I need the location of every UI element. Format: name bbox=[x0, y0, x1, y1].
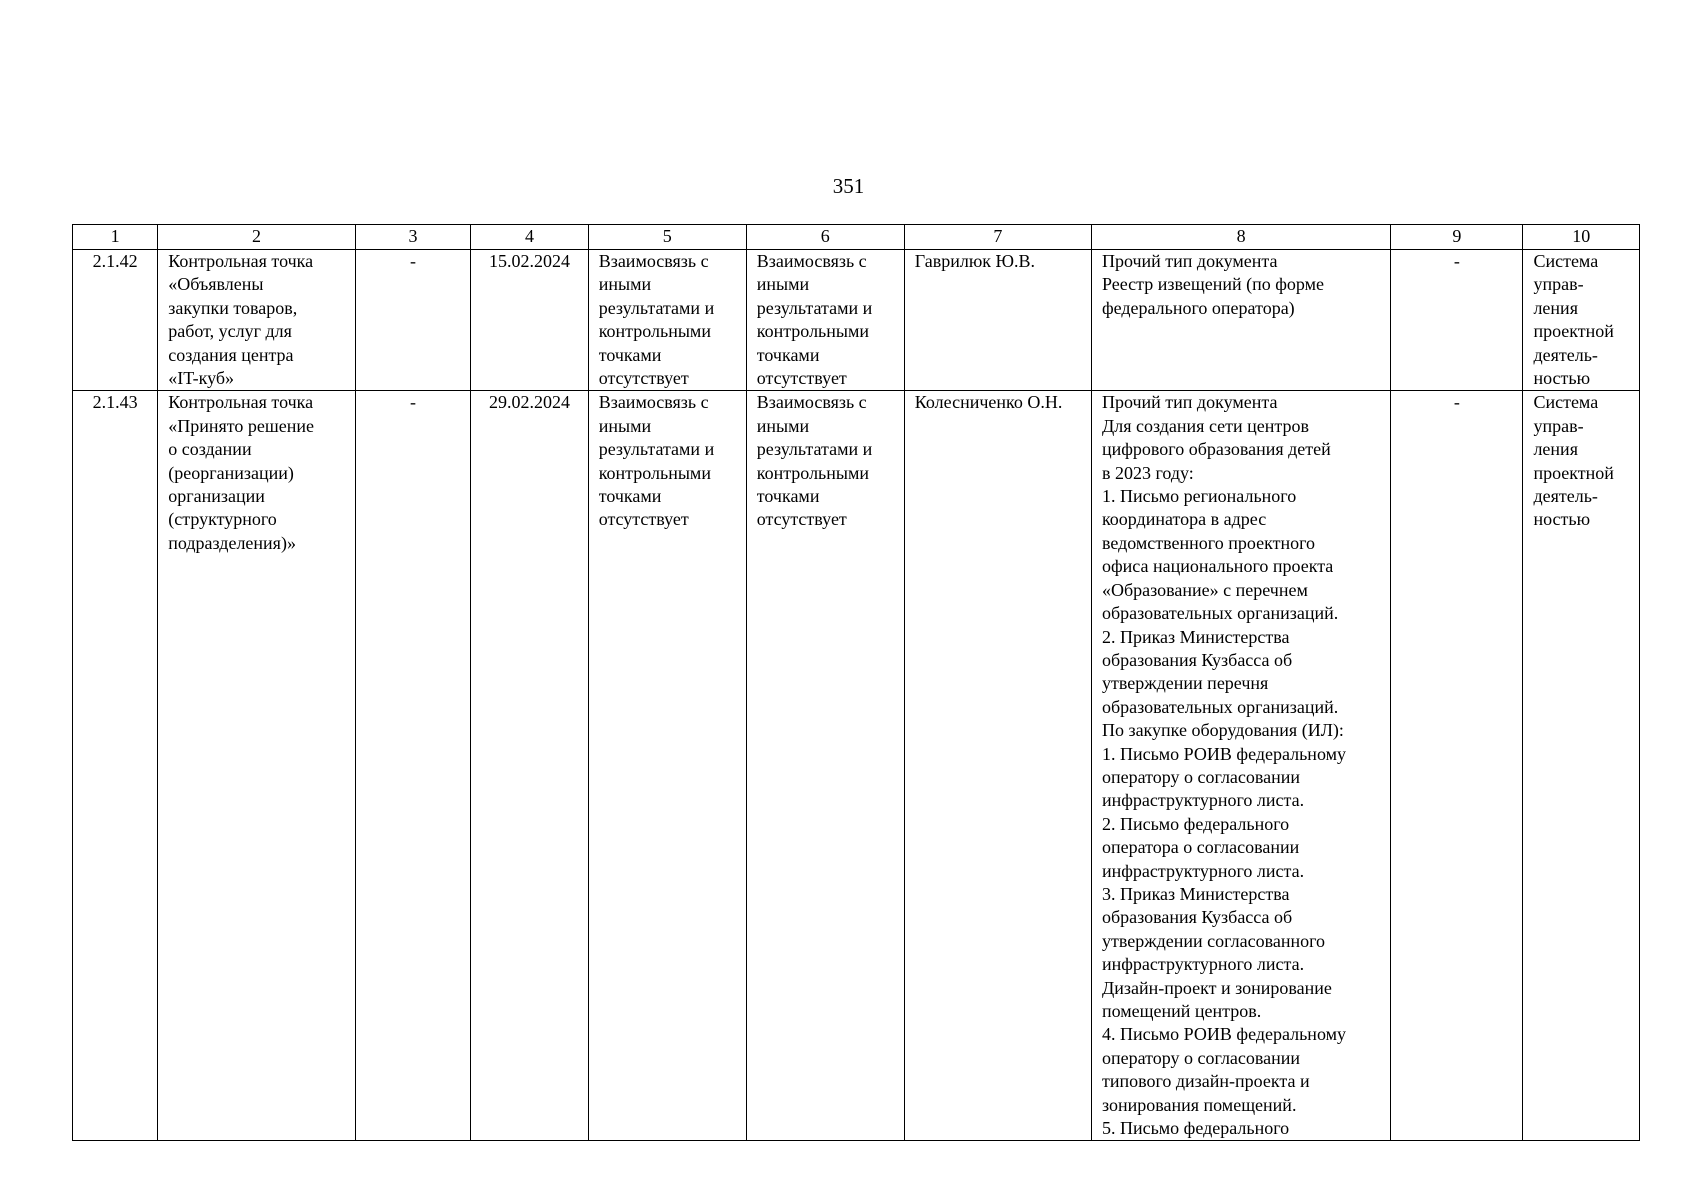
cell-col5: Взаимосвязь с иными результатами и контрольными точками отсутствует bbox=[588, 250, 746, 391]
cell-col3: - bbox=[355, 391, 470, 1141]
cell-col3: - bbox=[355, 250, 470, 391]
checkpoint-title: Контрольная точка «Принято решение о создании (реорганизации) организации (структурного подразделения)» bbox=[158, 391, 356, 1141]
document-type: Прочий тип документа Для создания сети центров цифрового образования детей в 2023 году: 1. Письмо регионального координатора в адрес ведомственного проектного офиса национального проекта «Образование» с перечнем образовательных организаций. 2. Приказ Министерства образования Кузбасса об утверждении перечня образовательных организаций. По закупке оборудования (ИЛ): 1. Письмо РОИВ федеральному оператору о согласовании инфраструктурного листа. 2. Письмо федерального оператора о согласовании инфраструктурного листа. 3. Приказ Министерства образования Кузбасса об утверждении согласованного инфраструктурного листа. Дизайн-проект и зонирование помещений центров. 4. Письмо РОИВ федеральному оператору о согласовании типового дизайн-проекта и зонирования помещений. 5. Письмо федерального bbox=[1091, 391, 1390, 1141]
checkpoint-date: 29.02.2024 bbox=[471, 391, 588, 1141]
cell-col6: Взаимосвязь с иными результатами и контрольными точками отсутствует bbox=[746, 391, 904, 1141]
cell-col9: - bbox=[1391, 391, 1523, 1141]
cell-col9: - bbox=[1391, 250, 1523, 391]
table-row bbox=[73, 250, 1640, 391]
checkpoint-title: Контрольная точка «Объявлены закупки товаров, работ, услуг для создания центра «IT-куб» bbox=[158, 250, 356, 391]
table-row bbox=[73, 391, 1640, 1141]
row-number: 2.1.42 bbox=[73, 250, 158, 391]
column-header: 10 bbox=[1523, 225, 1640, 250]
column-header: 3 bbox=[355, 225, 470, 250]
column-header: 8 bbox=[1091, 225, 1390, 250]
column-header: 6 bbox=[746, 225, 904, 250]
responsible-person: Гаврилюк Ю.В. bbox=[904, 250, 1091, 391]
column-header: 7 bbox=[904, 225, 1091, 250]
row-number: 2.1.43 bbox=[73, 391, 158, 1141]
cell-col6: Взаимосвязь с иными результатами и контрольными точками отсутствует bbox=[746, 250, 904, 391]
document-type: Прочий тип документа Реестр извещений (по форме федерального оператора) bbox=[1091, 250, 1390, 391]
table-header-row bbox=[73, 225, 1640, 250]
responsible-person: Колесниченко О.Н. bbox=[904, 391, 1091, 1141]
system-name: Система управ- ления проектной деятель- ностью bbox=[1523, 391, 1640, 1141]
column-header: 9 bbox=[1391, 225, 1523, 250]
column-header: 4 bbox=[471, 225, 588, 250]
system-name: Система управ- ления проектной деятель- ностью bbox=[1523, 250, 1640, 391]
column-header: 1 bbox=[73, 225, 158, 250]
checkpoint-date: 15.02.2024 bbox=[471, 250, 588, 391]
page-number: 351 bbox=[832, 174, 865, 198]
document-table bbox=[72, 224, 1640, 1141]
column-header: 2 bbox=[158, 225, 356, 250]
cell-col5: Взаимосвязь с иными результатами и контрольными точками отсутствует bbox=[588, 391, 746, 1141]
column-header: 5 bbox=[588, 225, 746, 250]
